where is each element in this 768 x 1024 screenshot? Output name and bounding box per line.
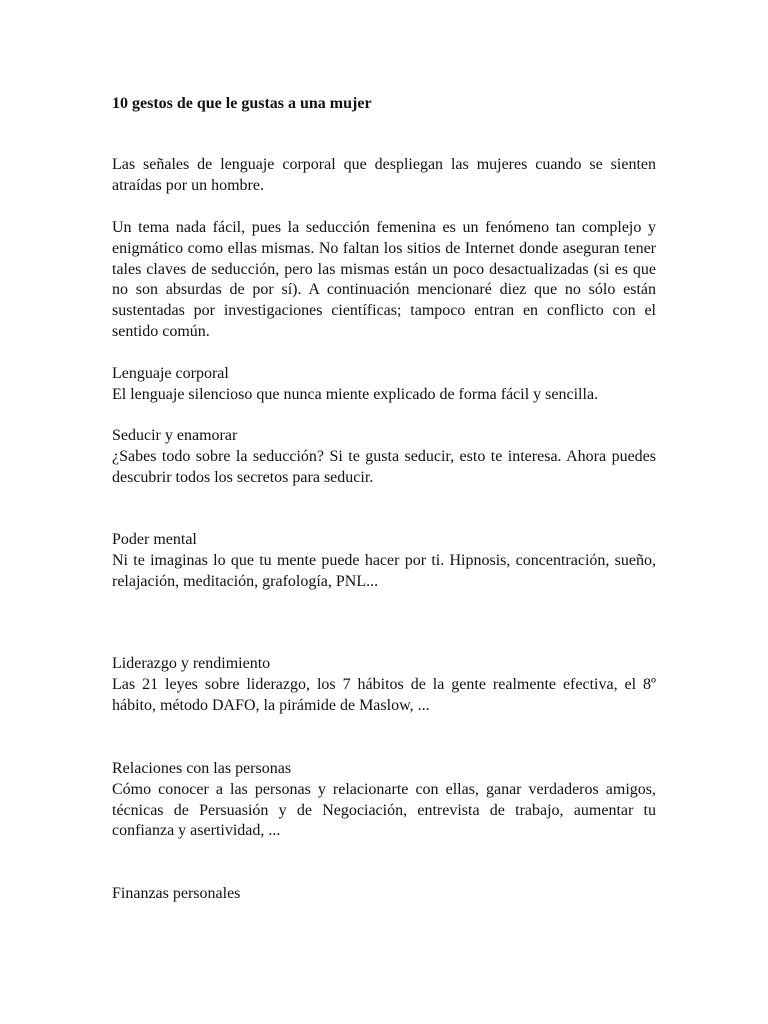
section-seducir-enamorar xyxy=(112,426,656,488)
section-liderazgo xyxy=(112,654,656,716)
section-heading: Seducir y enamorar xyxy=(112,427,238,444)
section-heading: Liderazgo y rendimiento xyxy=(112,655,271,672)
section-heading: Finanzas personales xyxy=(112,885,241,902)
section-heading: Lenguaje corporal xyxy=(112,365,229,382)
section-poder-mental xyxy=(112,530,656,592)
section-finanzas xyxy=(112,884,656,905)
section-lenguaje-corporal xyxy=(112,364,656,406)
section-relaciones xyxy=(112,759,656,842)
section-text: El lenguaje silencioso que nunca miente explicado de forma fácil y sencilla. xyxy=(112,385,599,403)
section-text: Las 21 leyes sobre liderazgo, los 7 hábitos de la gente realmente efectiva, el 8º hábito, método DAFO, la pirámide de Maslow, ... xyxy=(112,675,656,714)
section-heading: Relaciones con las personas xyxy=(112,760,292,777)
section-text: ¿Sabes todo sobre la seducción? Si te gusta seducir, esto te interesa. Ahora puedes descubrir todos los secretos para seducir. xyxy=(112,447,656,486)
section-text: Ni te imaginas lo que tu mente puede hacer por ti. Hipnosis, concentración, sueño, relajación, meditación, grafología, PNL... xyxy=(112,551,656,590)
body-paragraph: Un tema nada fácil, pues la seducción femenina es un fenómeno tan complejo y enigmático como ellas mismas. No faltan los sitios de Internet donde aseguran tener tales claves de seducción, pero las mismas están un poco desactualizadas (si es que no son absurdas de por sí). A continuación mencionaré diez que no sólo están sustentadas por investigaciones científicas; tampoco entran en conflicto con el sentido común. xyxy=(112,219,656,340)
document-title: 10 gestos de que le gustas a una mujer xyxy=(112,95,372,112)
document-page xyxy=(112,0,656,1024)
intro-paragraph: Las señales de lenguaje corporal que despliegan las mujeres cuando se sienten atraídas por un hombre. xyxy=(112,156,656,194)
section-heading: Poder mental xyxy=(112,531,197,548)
section-text: Cómo conocer a las personas y relacionarte con ellas, ganar verdaderos amigos, técnicas de Persuasión y de Negociación, entrevista de trabajo, aumentar tu confianza y asertividad, ... xyxy=(112,780,656,840)
